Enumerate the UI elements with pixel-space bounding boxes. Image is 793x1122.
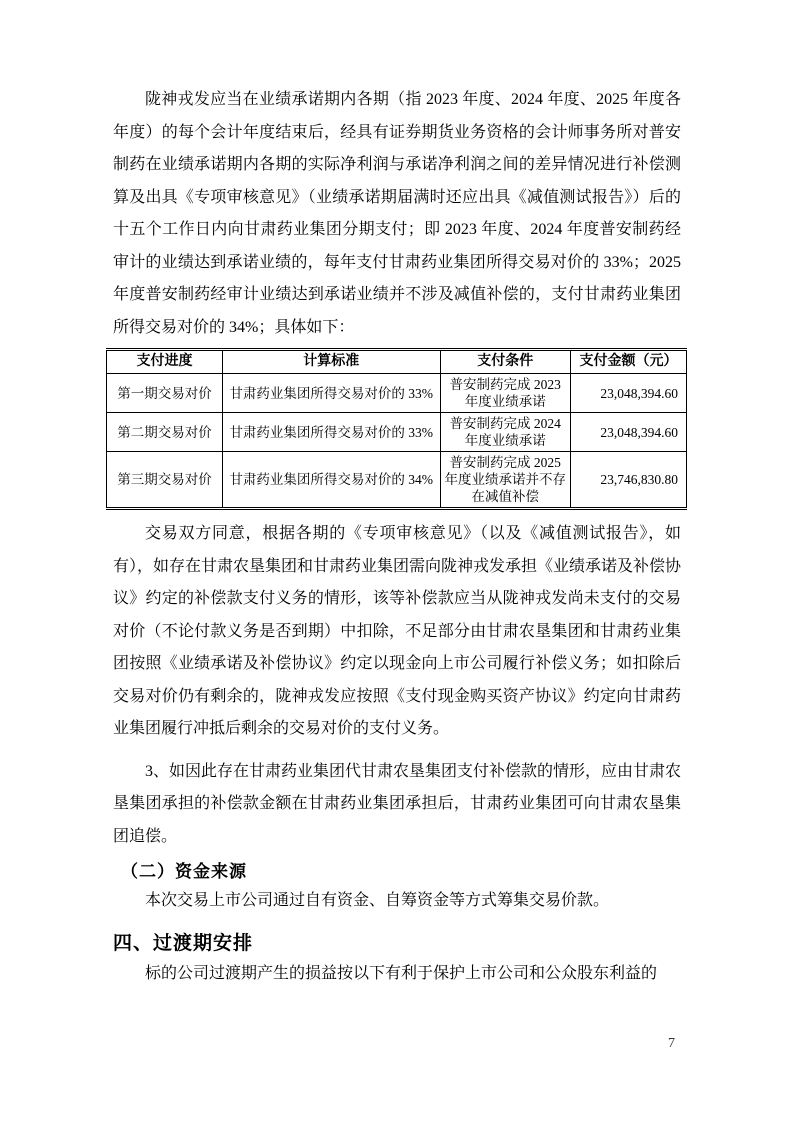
table-row-third-installment: [107, 452, 687, 509]
paragraph-compensation-offset: 交易双方同意，根据各期的《专项审核意见》（以及《减值测试报告》，如有），如存在甘肃农垦集团和甘肃药业集团需向陇神戎发承担《业绩承诺及补偿协议》约定的补偿款支付义务的情形，该等补偿款应当从陇神戎发尚未支付的交易对价（不论付款义务是否到期）中扣除，不足部分由甘肃农垦集团和甘肃药业集团按照《业绩承诺及补偿协议》约定以现金向上市公司履行补偿义务；如扣除后交易对价仍有剩余的，陇神戎发应按照《支付现金购买资产协议》约定向甘肃药业集团履行冲抵后剩余的交易对价的支付义务。: [113, 525, 682, 737]
cell-standard: 甘肃药业集团所得交易对价的 33%: [223, 413, 441, 452]
cell-standard: 甘肃药业集团所得交易对价的 34%: [223, 452, 441, 509]
section-heading-funding-source: （二）资金来源: [121, 862, 247, 881]
payment-table-body: [107, 374, 687, 509]
table-header-payment-condition: 支付条件: [440, 350, 571, 374]
table-header-row: [107, 350, 687, 374]
table-row-second-installment: [107, 413, 687, 452]
table-header-payment-amount: 支付金额（元）: [571, 350, 687, 374]
cell-condition: 普安制药完成 2023 年度业绩承诺: [440, 374, 571, 413]
cell-amount: 23,048,394.60: [571, 413, 687, 452]
paragraph-recourse: 3、如因此存在甘肃药业集团代甘肃农垦集团支付补偿款的情形，应由甘肃农垦集团承担的补偿款金额在甘肃药业集团承担后，甘肃药业集团可向甘肃农垦集团追偿。: [113, 762, 682, 845]
paragraph-funding-source: 本次交易上市公司通过自有资金、自筹资金等方式筹集交易价款。: [145, 892, 610, 909]
page-number: 7: [668, 1036, 675, 1051]
table-header-calculation-standard: 计算标准: [223, 350, 441, 374]
paragraph-payment-schedule: 陇神戎发应当在业绩承诺期内各期（指 2023 年度、2024 年度、2025 年度各年度）的每个会计年度结束后，经具有证券期货业务资格的会计师事务所对普安制药在业绩承诺期内各期的实际净利润与承诺净利润之间的差异情况进行补偿测算及出具《专项审核意见》（业绩承诺期届满时还应出具《减值测试报告》）后的十五个工作日内向甘肃药业集团分期支付；即 2023 年度、2024 年度普安制药经审计的业绩达到承诺业绩的，每年支付甘肃药业集团所得交易对价的 33%；2025 年度普安制药经审计业绩达到承诺业绩并不涉及减值补偿的，支付甘肃药业集团所得交易对价的 34%；具体如下：: [113, 91, 681, 336]
table-row-first-installment: [107, 374, 687, 413]
paragraph-transition-intro: 标的公司过渡期产生的损益按以下有利于保护上市公司和公众股东利益的: [145, 964, 658, 982]
cell-amount: 23,048,394.60: [571, 374, 687, 413]
cell-progress: 第一期交易对价: [107, 374, 223, 413]
payment-table: [106, 348, 687, 510]
cell-amount: 23,746,830.80: [571, 452, 687, 509]
cell-progress: 第二期交易对价: [107, 413, 223, 452]
payment-table-header: [107, 350, 687, 374]
cell-standard: 甘肃药业集团所得交易对价的 33%: [223, 374, 441, 413]
cell-condition: 普安制药完成 2025 年度业绩承诺并不存在减值补偿: [440, 452, 571, 509]
cell-condition: 普安制药完成 2024 年度业绩承诺: [440, 413, 571, 452]
section-heading-transition-period: 四、过渡期安排: [113, 932, 254, 954]
table-header-payment-progress: 支付进度: [107, 350, 223, 374]
cell-progress: 第三期交易对价: [107, 452, 223, 509]
